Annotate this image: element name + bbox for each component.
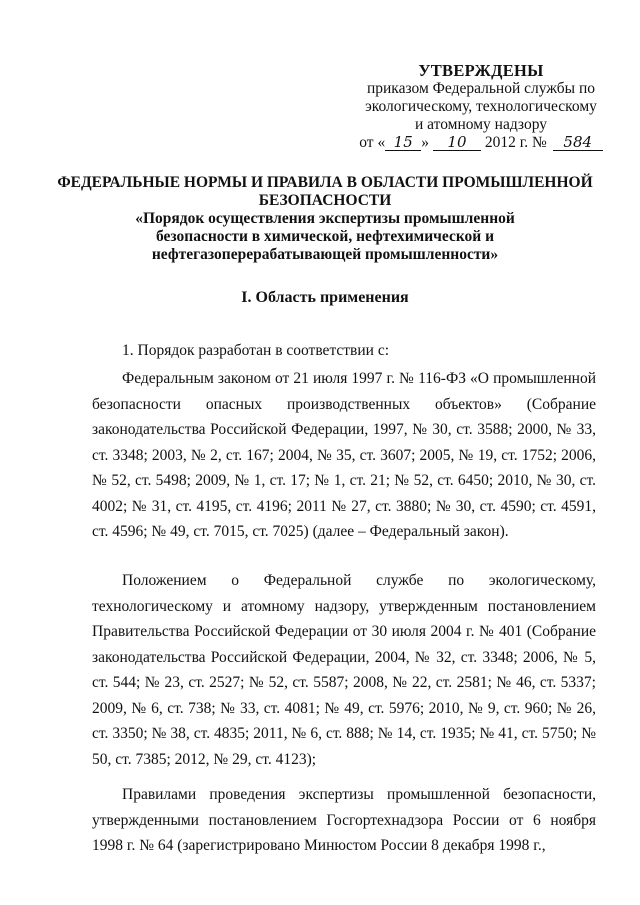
section-heading: I. Область применения [241,289,409,306]
handwritten-month: 10 [433,135,481,151]
approval-line: экологическому, технологическому [365,98,597,115]
document-title [55,174,595,264]
title-line: ФЕДЕРАЛЬНЫЕ НОРМЫ И ПРАВИЛА В ОБЛАСТИ ПРОМЫШЛЕННОЙ [57,174,593,191]
title-line: нефтегазоперерабатывающей промышленности» [151,246,499,263]
paragraph: 1. Порядок разработан в соответствии с: [122,342,390,359]
approval-block [350,62,612,152]
handwritten-order-number: 584 [553,135,603,151]
handwritten-day: 15 [385,135,421,151]
approval-line: и атомному надзору [415,116,547,133]
paragraph: Федеральным законом от 21 июля 1997 г. № 116-ФЗ «О промышленной безопасности опасных производственных объектов» (Собрание законодательства Российской Федерации, 1997, № 30, ст. 3588; 2000, № 33, ст. 3348; 2003, № 2, ст. 167; 2004, № 35, ст. 3607; 2005, № 19, ст. 1752; 2006, № 52, ст. 5498; 2009, № 1, ст. 17; № 1, ст. 21; № 52, ст. 6450; 2010, № 30, ст. 4002; № 31, ст. 4195, ст. 4196; 2011 № 27, ст. 3880; № 30, ст. 4590; ст. 4591, ст. 4596; № 49, ст. 7015, ст. 7025) (далее – Федеральный закон). [92,370,596,540]
date-year: 2012 г. № [484,134,547,151]
title-line: «Порядок осуществления экспертизы промышленной [135,210,515,227]
title-line: безопасности в химической, нефтехимической и [155,228,495,245]
date-prefix: от « [359,134,386,151]
approval-line: приказом Федеральной службы по [366,80,596,97]
approval-heading: УТВЕРЖДЕНЫ [418,61,544,80]
approval-date-line [350,134,612,152]
date-mid: » [421,134,429,151]
title-line: БЕЗОПАСНОСТИ [258,192,392,209]
paragraph: Правилами проведения экспертизы промышленной безопасности, утвержденными постановлением Госгортехнадзора России от 6 ноября 1998 г. № 64 (зарегистрировано Минюстом России 8 декабря 1998 г., [92,786,596,854]
paragraph: Положением о Федеральной службе по экологическому, технологическому и атомному надзору, утвержденным постановлением Правительства Российской Федерации от 30 июля 2004 г. № 401 (Собрание законодательства Российской Федерации, 2004, № 32, ст. 3348; 2006, № 5, ст. 544; № 23, ст. 2527; № 52, ст. 5587; 2008, № 22, ст. 2581; № 46, ст. 5337; 2009, № 6, ст. 738; № 33, ст. 4081; № 49, ст. 5976; 2010, № 9, ст. 960; № 26, ст. 3350; № 38, ст. 4835; 2011, № 6, ст. 888; № 14, ст. 1935; № 41, ст. 5750; № 50, ст. 7385; 2012, № 29, ст. 4123); [92,572,596,768]
